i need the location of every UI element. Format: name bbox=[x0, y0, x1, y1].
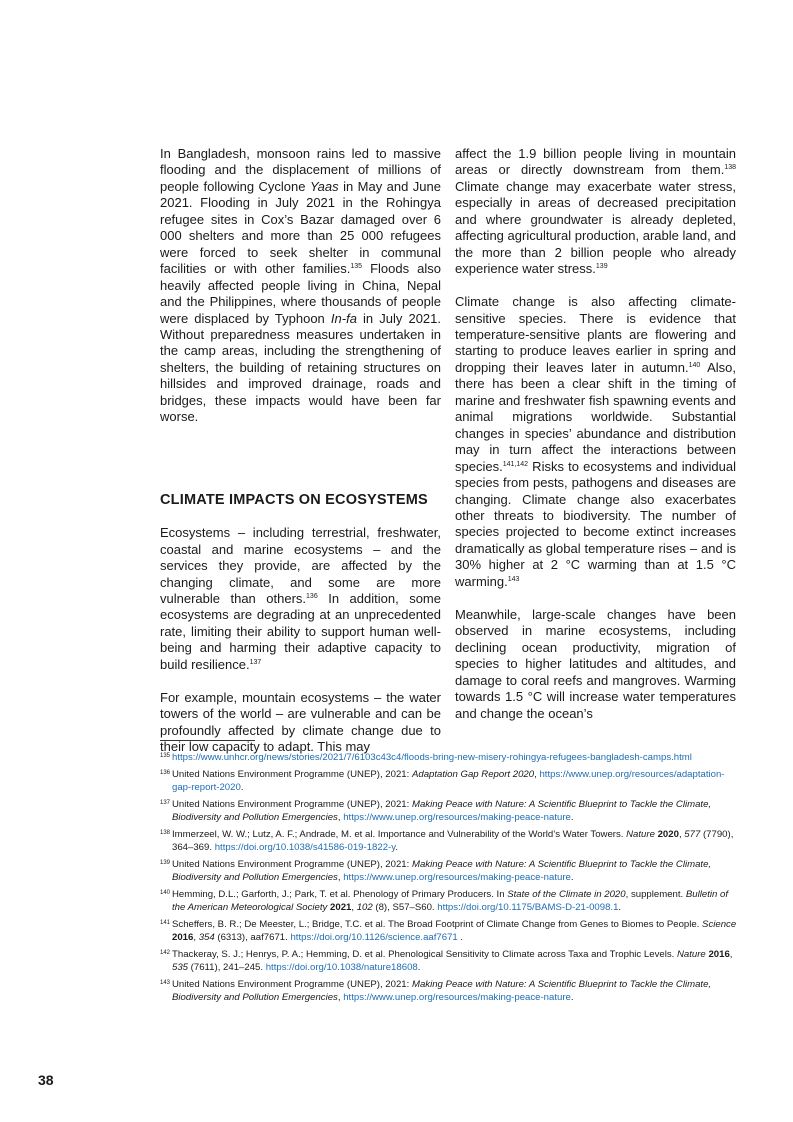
footnote bbox=[160, 768, 740, 794]
text-run: Nature bbox=[626, 829, 655, 840]
text-run: Climate change may exacerbate water stress, especially in areas of decreased precipitation and where groundwater is already depleted, affecting agricultural production, arable land, and the more than 2 billion people who already experience water stress. bbox=[455, 178, 736, 277]
text-run: State of the Climate in 2020 bbox=[507, 889, 626, 900]
text-run: For example, mountain ecosystems – the water towers of the world – are vulnerable and can be profoundly affected by climate change due to their low capacity to adapt. This may bbox=[160, 689, 441, 755]
footnote bbox=[160, 828, 740, 854]
footnote-number: 136 bbox=[160, 770, 171, 776]
body-paragraph bbox=[160, 146, 441, 426]
text-run: 102 bbox=[356, 902, 373, 913]
footnote bbox=[160, 918, 740, 944]
text-run: , bbox=[337, 992, 344, 1003]
text-run: affect the 1.9 billion people living in mountain areas or directly downstream from them. bbox=[455, 146, 736, 178]
text-run: Thackeray, S. J.; Henrys, P. A.; Hemming, D. et al. Phenological Sensitivity to Climate across Taxa and Trophic Levels. bbox=[172, 949, 677, 960]
footnote bbox=[160, 978, 740, 1004]
text-run: Scheffers, B. R.; De Meester, L.; Bridge, T.C. et al. The Broad Footprint of Climate Change from Genes to Biomes to People. bbox=[172, 919, 703, 930]
reference-link[interactable]: https://www.unep.org/resources/making-peace-nature bbox=[343, 992, 571, 1003]
text-run: , bbox=[193, 932, 199, 943]
footnote-number: 139 bbox=[160, 860, 171, 866]
reference-link[interactable]: https://doi.org/10.1175/BAMS-D-21-0098.1 bbox=[437, 902, 619, 913]
footnotes bbox=[160, 751, 740, 1008]
text-run: . bbox=[618, 902, 622, 913]
footnote-number: 138 bbox=[160, 830, 171, 836]
footnote-number: 141 bbox=[160, 920, 171, 926]
text-run: United Nations Environment Programme (UNEP), 2021: bbox=[172, 769, 412, 780]
footnote-ref[interactable]: 141,142 bbox=[502, 460, 529, 468]
footnote-ref[interactable]: 138 bbox=[724, 164, 736, 172]
text-run: , bbox=[351, 902, 357, 913]
footnote bbox=[160, 751, 740, 764]
text-run: Immerzeel, W. W.; Lutz, A. F.; Andrade, M. et al. Importance and Vulnerability of the World’s Water Towers. bbox=[172, 829, 627, 840]
text-run: 535 bbox=[172, 962, 189, 973]
text-run: Making Peace with Nature: A Scientific Blueprint to Tackle the Climate, Biodiversity and Pollution Emergencies bbox=[172, 979, 712, 1003]
text-run: (6313), aaf7671. bbox=[214, 932, 291, 943]
page-number: 38 bbox=[38, 1072, 54, 1088]
text-run: Nature bbox=[676, 949, 706, 960]
text-run: , bbox=[337, 872, 344, 883]
footnote bbox=[160, 948, 740, 974]
text-run: 354 bbox=[198, 932, 215, 943]
footnote-ref[interactable]: 136 bbox=[306, 593, 318, 601]
reference-link[interactable]: https://www.unep.org/resources/making-peace-nature bbox=[343, 812, 571, 823]
text-run: , supplement. bbox=[625, 889, 686, 900]
text-run: In-fa bbox=[330, 310, 357, 326]
footnote-number: 143 bbox=[160, 980, 171, 986]
text-run: , bbox=[337, 812, 344, 823]
text-run: (7790), 364–369. bbox=[172, 829, 734, 853]
reference-link[interactable]: https://doi.org/10.1038/s41586-019-1822-y bbox=[214, 842, 396, 853]
text-run: . bbox=[395, 842, 398, 853]
text-run: United Nations Environment Programme (UNEP), 2021: bbox=[172, 799, 412, 810]
text-run: Making Peace with Nature: A Scientific Blueprint to Tackle the Climate, Biodiversity and Pollution Emergencies bbox=[172, 859, 712, 883]
text-run: (7611), 241–245. bbox=[188, 962, 266, 973]
text-run: . bbox=[570, 872, 574, 883]
text-run: United Nations Environment Programme (UNEP), 2021: bbox=[172, 859, 412, 870]
body-paragraph bbox=[455, 607, 736, 722]
text-run: Adaptation Gap Report 2020 bbox=[411, 769, 535, 780]
text-run: , bbox=[678, 829, 685, 840]
text-run: 2016 bbox=[172, 932, 194, 943]
right-column bbox=[455, 146, 736, 738]
footnote-number: 137 bbox=[160, 800, 171, 806]
text-run: Meanwhile, large-scale changes have been observed in marine ecosystems, including declining ocean productivity, migration of species to higher latitudes and altitudes, and damage to coral reefs and mangroves. Warming towards 1.5 °C will increase water temperatures and change the ocean’s bbox=[455, 606, 736, 721]
text-run: . bbox=[570, 992, 574, 1003]
text-run: United Nations Environment Programme (UNEP), 2021: bbox=[172, 979, 412, 990]
reference-link[interactable]: https://www.unhcr.org/news/stories/2021/7/6103c43c4/floods-bring-new-misery-rohingya-refugees-bangladesh-camps.html bbox=[172, 752, 692, 763]
footnote-number: 135 bbox=[160, 753, 171, 759]
footnote-number: 142 bbox=[160, 950, 171, 956]
text-run: . bbox=[417, 962, 421, 973]
footnote-divider bbox=[160, 740, 255, 741]
text-run: , bbox=[729, 949, 733, 960]
footnote-ref[interactable]: 139 bbox=[595, 263, 608, 271]
reference-link[interactable]: https://www.unep.org/resources/adaptation-gap-report-2020 bbox=[172, 769, 725, 793]
body-paragraph bbox=[455, 294, 736, 590]
text-run: . bbox=[240, 782, 244, 793]
reference-link[interactable]: https://www.unep.org/resources/making-peace-nature bbox=[343, 872, 571, 883]
spacer bbox=[160, 442, 441, 491]
footnote bbox=[160, 888, 740, 914]
footnote-ref[interactable]: 140 bbox=[688, 361, 701, 369]
text-run: Yaas bbox=[309, 178, 339, 194]
text-run: 577 bbox=[684, 829, 701, 840]
text-run: . bbox=[457, 932, 464, 943]
text-run: 2021 bbox=[330, 902, 352, 913]
text-run: 2016 bbox=[708, 949, 730, 960]
body-paragraph bbox=[160, 525, 441, 673]
body-paragraph bbox=[160, 690, 441, 756]
text-run: Risks to ecosystems and individual species from pests, pathogens and diseases are changing. Climate change also exacerbates other threats to biodiversity. The number of species projected to become extinct increases dramatically as global temperature rises – and is 30% higher at 2 °C warming than at 1.5 °C warming. bbox=[455, 458, 736, 589]
footnote-ref[interactable]: 137 bbox=[249, 658, 262, 666]
footnote bbox=[160, 798, 740, 824]
text-run: Ecosystems – including terrestrial, freshwater, coastal and marine ecosystems – and the services they provide, are affected by the changing climate, and some are more vulnerable than others. bbox=[160, 525, 441, 607]
section-heading bbox=[160, 491, 441, 509]
text-run: Bulletin of the American Meteorological Society bbox=[172, 889, 729, 913]
reference-link[interactable]: https://doi.org/10.1126/science.aaf7671 bbox=[290, 932, 458, 943]
text-run: Hemming, D.L.; Garforth, J.; Park, T. et al. Phenology of Primary Producers. In bbox=[172, 889, 508, 900]
body-paragraph bbox=[455, 146, 736, 278]
footnote-ref[interactable]: 143 bbox=[507, 575, 520, 583]
footnote bbox=[160, 858, 740, 884]
text-run: in July 2021. Without preparedness measures undertaken in the camp areas, including the strengthening of shelters, the building of retaining structures on hillsides and improved drainage, roads and bridges, these impacts would have been far worse. bbox=[160, 310, 442, 425]
text-run: Climate change is also affecting climate-sensitive species. There is evidence that temperature-sensitive plants are flowering and starting to produce leaves earlier in spring and dropping their leaves later in autumn. bbox=[455, 294, 736, 375]
text-run: Also, there has been a clear shift in the timing of marine and freshwater fish spawning events and animal migrations worldwide. Substantial changes in species’ abundance and distribution may in turn affect the interactions between species. bbox=[455, 359, 736, 474]
text-run: (8), S57–S60. bbox=[372, 902, 438, 913]
reference-link[interactable]: https://doi.org/10.1038/nature18608 bbox=[265, 962, 418, 973]
text-run: in May and June 2021. Flooding in July 2021 in the Rohingya refugee sites in Cox’s Bazar damaged over 6 000 shelters and more than 25 000 refugees were forced to seek shelter in communal facilities or with other families. bbox=[160, 178, 441, 277]
footnote-number: 140 bbox=[160, 890, 171, 896]
text-run: In Bangladesh, monsoon rains led to massive flooding and the displacement of millions of people following Cyclone bbox=[160, 146, 441, 194]
text-run: Floods also heavily affected people living in China, Nepal and the Philippines, where thousands of people were displaced by Typhoon bbox=[160, 261, 442, 326]
text-run: 2020 bbox=[657, 829, 679, 840]
text-run: , bbox=[534, 769, 540, 780]
text-run: In addition, some ecosystems are degrading at an unprecedented rate, limiting their ability to support human well-being and harming their adaptive capacity to build resilience. bbox=[160, 591, 441, 672]
left-column bbox=[160, 146, 441, 772]
text-run: . bbox=[570, 812, 574, 823]
text-run: CLIMATE IMPACTS ON ECOSYSTEMS bbox=[160, 492, 428, 509]
footnote-ref[interactable]: 135 bbox=[350, 263, 363, 271]
text-run: Science bbox=[702, 919, 737, 930]
text-run: Making Peace with Nature: A Scientific Blueprint to Tackle the Climate, Biodiversity and Pollution Emergencies bbox=[172, 799, 712, 823]
